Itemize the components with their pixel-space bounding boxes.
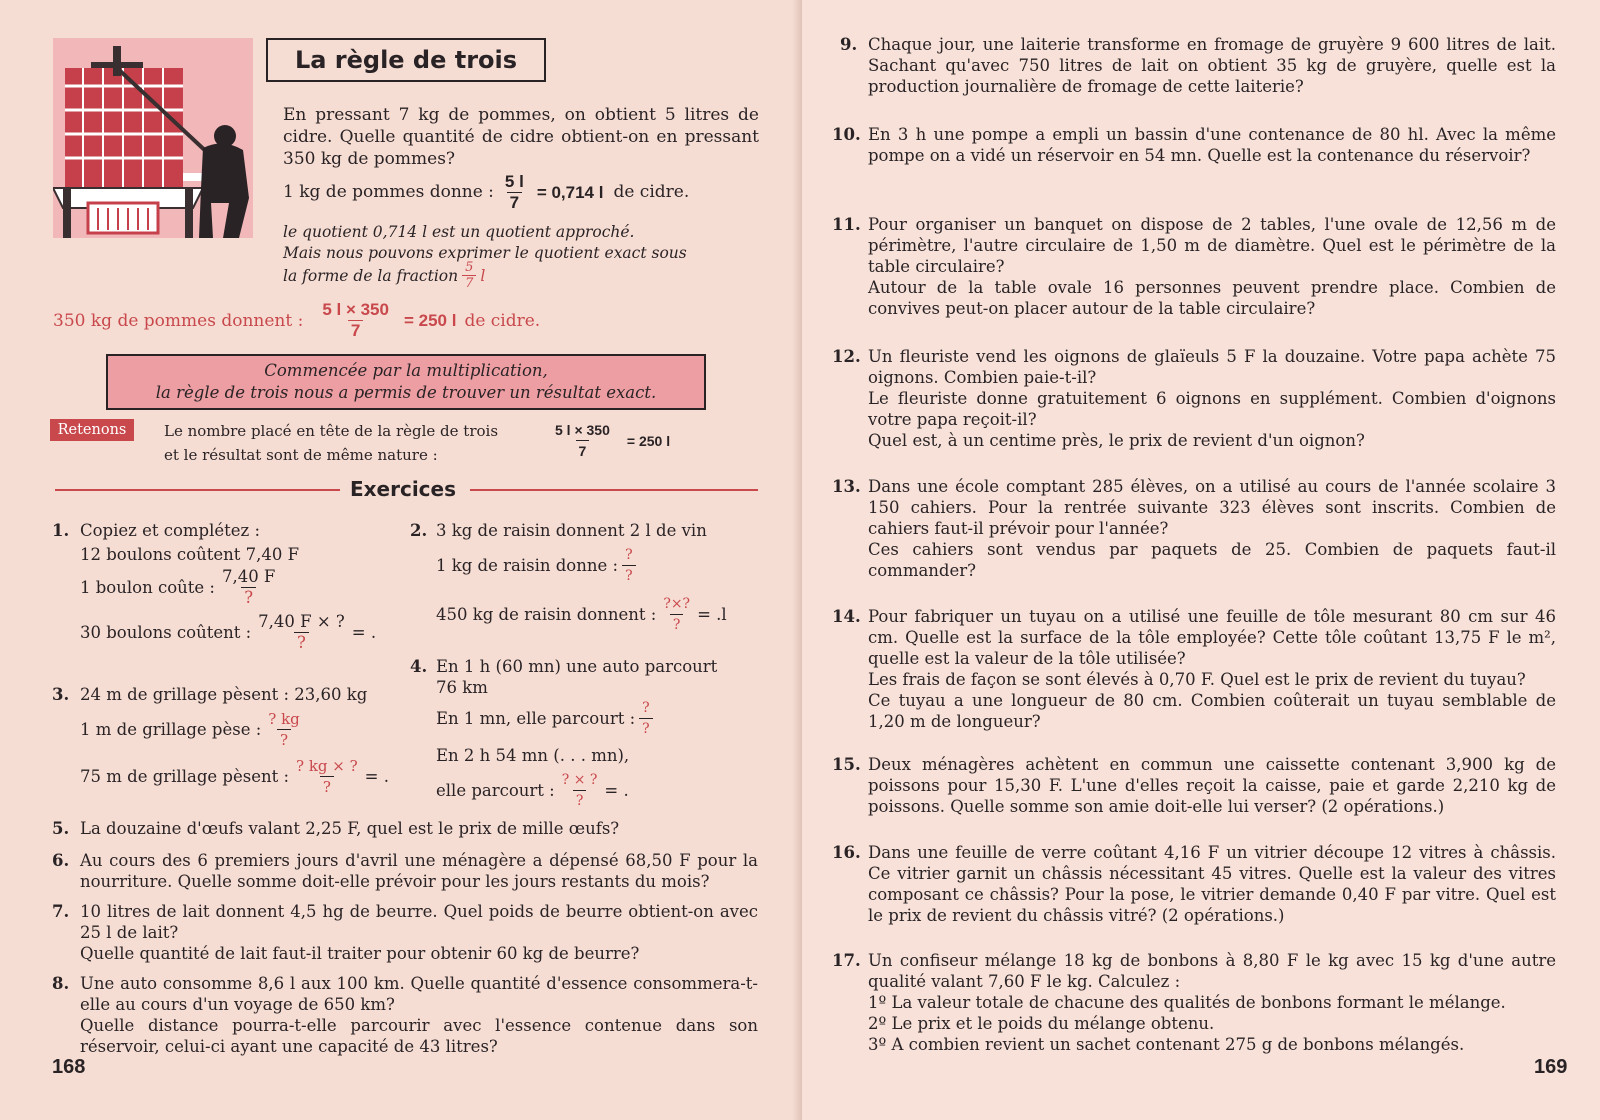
conclusion-line-1: Commencée par la multiplication, [264, 361, 548, 380]
exercise-3-number: 3. [52, 685, 70, 704]
exercise-14-text-3: Ce tuyau a une longueur de 80 cm. Combien coûterait un tuyau semblable de 1,20 m de longueur? [868, 691, 1556, 731]
exercise-10-number: 10. [832, 125, 861, 144]
exercise-14-number: 14. [832, 607, 861, 626]
retenons-formula [548, 420, 670, 461]
exercise-3-line-1: 24 m de grillage pèsent : 23,60 kg [80, 685, 368, 704]
exercise-2-line-1: 3 kg de raisin donnent 2 l de vin [436, 521, 707, 540]
main-calculation [53, 300, 773, 341]
exercise-3-fraction-2-d: ? [320, 776, 334, 797]
exercise-1-line-1: Copiez et complétez : [80, 521, 261, 540]
main-calc-tail: de cidre. [464, 310, 541, 331]
exercices-rule-left [55, 489, 340, 491]
unit-calc-result: = 0,714 l [536, 183, 604, 202]
exercices-heading: Exercices [349, 477, 457, 501]
exercise-4-line-2-text: En 1 mn, elle parcourt : [436, 709, 636, 728]
exercise-3-line-3-text: 75 m de grillage pèsent : [80, 767, 290, 786]
exercise-3-fraction-1 [265, 709, 303, 750]
lesson-title-box [266, 38, 546, 82]
page-number-left: 168 [52, 1056, 86, 1078]
exercise-3-line-2-text: 1 m de grillage pèse : [80, 720, 262, 739]
lesson-title: La règle de trois [294, 46, 518, 74]
exercise-1-line-3-text: 1 boulon coûte : [80, 578, 215, 597]
exercise-1 [52, 520, 410, 653]
exercise-8-text-2: Quelle distance pourra-t-elle parcourir avec l'essence contenue dans son réservoir, celui-ci ayant une capacité de 43 litres? [80, 1016, 758, 1056]
exercise-2-line-2-text: 1 kg de raisin donne : [436, 556, 619, 575]
exercise-1-fraction-2-n: 7,40 F × ? [258, 612, 345, 631]
exercise-4-fraction-2 [559, 770, 601, 811]
exercise-11-number: 11. [832, 215, 861, 234]
exercise-3-line-2 [80, 709, 410, 750]
exercise-5 [52, 818, 758, 839]
exercise-1-fraction-1 [219, 567, 278, 608]
exact-fraction-d: 7 [462, 275, 476, 291]
exercise-3-line-3 [80, 756, 410, 797]
exercise-2-line-3 [436, 594, 758, 635]
exercise-1-number: 1. [52, 521, 70, 540]
exercise-7-number: 7. [52, 902, 70, 921]
main-calc-denominator: 7 [348, 320, 363, 341]
exercise-16-text: Dans une feuille de verre coûtant 4,16 F un vitrier découpe 12 vitres à châssis. Ce vitrier garnit un châssis nécessitant 45 vitres. Quelle est la valeur des vitres composant ce châssis? Pour la pose, le vitrier demande 0,40 F par vitre. Quel est le prix de revient du châssis vitré? (2 opérations.) [868, 843, 1556, 925]
unit-calculation [283, 172, 759, 213]
retenons-result: = 250 l [626, 432, 671, 449]
exercise-12-text-3: Quel est, à un centime près, le prix de revient d'un oignon? [868, 431, 1365, 450]
exercise-12-text-2: Le fleuriste donne gratuitement 6 oignons en supplément. Combien d'oignons votre papa reçoit-il? [868, 389, 1556, 429]
exercise-4-line-1: En 1 h (60 mn) une auto parcourt [436, 657, 718, 676]
exercise-3-fraction-1-d: ? [277, 729, 291, 750]
exercise-14-text: Pour fabriquer un tuyau on a utilisé une feuille de tôle mesurant 80 cm sur 46 cm. Quelle est la surface de la tôle employée? Cette tôle coûtant 13,75 F le m², quelle est la valeur de la tôle utilisée? [868, 607, 1556, 668]
exercise-2-number: 2. [410, 521, 428, 540]
exercise-2 [410, 520, 758, 635]
exercise-7-text: 10 litres de lait donnent 4,5 hg de beurre. Quel poids de beurre obtient-on avec 25 l de lait? [80, 902, 758, 942]
exercise-3-result: = . [364, 767, 389, 786]
conclusion-line-2: la règle de trois nous a permis de trouver un résultat exact. [155, 383, 657, 402]
unit-calc-denominator: 7 [507, 192, 522, 213]
retenons-text-2: et le résultat sont de même nature : [164, 446, 438, 464]
exercise-4-fraction-2-d: ? [573, 790, 587, 811]
exercise-11 [832, 214, 1556, 319]
right-page [802, 0, 1600, 1120]
exercise-14-text-2: Les frais de façon se sont élevés à 0,70 F. Quel est le prix de revient du tuyau? [868, 670, 1526, 689]
exercise-10-text: En 3 h une pompe a empli un bassin d'une contenance de 80 hl. Avec la même pompe on a vidé un réservoir en 54 mn. Quelle est la contenance du réservoir? [868, 125, 1556, 165]
exercise-13 [832, 476, 1556, 581]
exercise-15-text: Deux ménagères achètent en commun une caissette contenant 3,900 kg de poissons pour 15,30 F. L'une d'elles reçoit la caisse, paie et garde 2,210 kg de poissons. Quelle somme son amie doit-elle lui verser? (2 opérations.) [868, 755, 1556, 816]
exercise-11-text-2: Autour de la table ovale 16 personnes peuvent prendre place. Combien de convives peut-on placer autour de la table circulaire? [868, 278, 1556, 318]
retenons-text-1: Le nombre placé en tête de la règle de trois [164, 422, 499, 440]
exercise-1-fraction-2 [255, 612, 348, 653]
exercise-17-item-2: 2º Le prix et le poids du mélange obtenu. [868, 1014, 1215, 1033]
exercise-10 [832, 124, 1556, 166]
exercise-7 [52, 901, 758, 964]
exercise-4-line-4-text: elle parcourt : [436, 781, 555, 800]
exercise-3-fraction-2 [293, 756, 361, 797]
main-calc-numerator: 5 l × 350 [322, 300, 389, 319]
retenons-denominator: 7 [576, 440, 590, 461]
exercise-4-line-1b: 76 km [436, 678, 488, 697]
exercise-4-fraction-2-n: ? × ? [561, 772, 598, 788]
conclusion-box [106, 354, 706, 410]
exercise-6 [52, 850, 758, 892]
exercise-16-number: 16. [832, 843, 861, 862]
exercise-1-line-4-text: 30 boulons coûtent : [80, 623, 252, 642]
exercise-7-text-2: Quelle quantité de lait faut-il traiter pour obtenir 60 kg de beurre? [80, 944, 640, 963]
exercise-12-number: 12. [832, 347, 861, 366]
exercise-11-text: Pour organiser un banquet on dispose de 2 tables, l'une ovale de 12,56 m de périmètre, l'autre circulaire de 1,50 m de diamètre. Quel est le périmètre de la table circulaire? [868, 215, 1556, 276]
exercise-4-line-2 [436, 698, 758, 739]
exercise-2-fraction-1-d: ? [622, 565, 636, 586]
exercise-17 [832, 950, 1556, 1055]
exercise-5-text: La douzaine d'œufs valant 2,25 F, quel est le prix de mille œufs? [80, 819, 620, 838]
approx-note-3 [283, 260, 759, 291]
page-number-right: 169 [1534, 1056, 1568, 1078]
exercise-4-result: = . [604, 781, 629, 800]
main-calc-text: 350 kg de pommes donnent : [53, 310, 304, 331]
exercise-15-number: 15. [832, 755, 861, 774]
exercise-15 [832, 754, 1556, 817]
exercise-4-number: 4. [410, 657, 428, 676]
exercise-12 [832, 346, 1556, 451]
exercise-1-line-2: 12 boulons coûtent 7,40 F [80, 545, 300, 564]
exercise-5-number: 5. [52, 819, 70, 838]
exercise-3 [52, 684, 410, 797]
exercices-rule-right [470, 489, 758, 491]
exercise-13-text-2: Ces cahiers sont vendus par paquets de 25. Combien de paquets faut-il commander? [868, 540, 1556, 580]
exercise-9 [840, 34, 1556, 97]
exercise-2-fraction-2-d: ? [670, 614, 684, 635]
unit-calc-text: 1 kg de pommes donne : [283, 182, 494, 202]
unit-calc-fraction [502, 172, 527, 213]
exercise-2-result: = .l [697, 605, 727, 624]
main-calc-result: = 250 l [403, 310, 457, 330]
exercise-1-result: = . [351, 623, 377, 642]
main-calc-fraction [319, 300, 392, 341]
exercise-2-fraction-1 [622, 545, 636, 586]
exercise-8-text: Une auto consomme 8,6 l aux 100 km. Quelle quantité d'essence consommera-t-elle au cours d'un voyage de 650 km? [80, 974, 758, 1014]
exercise-16 [832, 842, 1556, 926]
exact-fraction-n: 5 [465, 260, 474, 275]
approx-note-3-text: la forme de la fraction [283, 266, 459, 285]
exercise-17-item-1: 1º La valeur totale de chacune des qualités de bonbons formant le mélange. [868, 993, 1506, 1012]
approx-note-2: Mais nous pouvons exprimer le quotient exact sous [283, 244, 687, 262]
exercise-4-fraction-1-n: ? [642, 700, 650, 716]
exercise-1-fraction-2-d: ? [294, 632, 309, 653]
exercise-6-text: Au cours des 6 premiers jours d'avril une ménagère a dépensé 68,50 F pour la nourriture. Quelle somme doit-elle prévoir pour les jours restants du mois? [80, 851, 758, 891]
exercise-1-line-4 [80, 612, 410, 653]
exercise-2-fraction-1-n: ? [625, 547, 633, 563]
cider-press-illustration [53, 38, 253, 238]
exercise-8-number: 8. [52, 974, 70, 993]
exercise-12-text: Un fleuriste vend les oignons de glaïeuls 5 F la douzaine. Votre papa achète 75 oignons. Combien paie-t-il? [868, 347, 1556, 387]
exercise-3-fraction-2-n: ? kg × ? [296, 757, 358, 775]
exercise-1-line-3 [80, 567, 410, 608]
exercise-4-line-4 [436, 770, 758, 811]
exercise-4 [410, 656, 758, 811]
exercise-17-text: Un confiseur mélange 18 kg de bonbons à 8,80 F le kg avec 15 kg d'une autre qualité valant 7,60 F le kg. Calculez : [868, 951, 1556, 991]
exercise-2-line-2 [436, 545, 758, 586]
exercise-14 [832, 606, 1556, 732]
exercise-6-number: 6. [52, 851, 70, 870]
approx-note-1: le quotient 0,714 l est un quotient approché. [283, 223, 635, 241]
exercise-2-fraction-2-n: ?×? [663, 596, 691, 612]
exact-fraction [462, 260, 476, 291]
retenons-fraction [552, 420, 613, 461]
exercise-9-number: 9. [840, 35, 858, 54]
exercise-1-fraction-1-n: 7,40 F [221, 567, 276, 586]
exercise-3-fraction-1-n: ? kg [268, 710, 300, 728]
retenons-numerator: 5 l × 350 [555, 422, 610, 438]
exercise-13-number: 13. [832, 477, 861, 496]
exercise-17-number: 17. [832, 951, 861, 970]
exercise-4-fraction-1 [639, 698, 653, 739]
exercise-1-fraction-1-d: ? [241, 587, 256, 608]
exact-fraction-unit: l [480, 266, 486, 285]
retenons-badge: Retenons [50, 419, 134, 441]
exercise-9-text: Chaque jour, une laiterie transforme en fromage de gruyère 9 600 litres de lait. Sachant qu'avec 750 litres de lait on obtient 35 kg de gruyère, quelle est la production journalière de fromage de cette laiterie? [868, 35, 1556, 96]
exercise-4-fraction-1-d: ? [639, 718, 653, 739]
exercise-8 [52, 973, 758, 1057]
exercise-2-line-3-text: 450 kg de raisin donnent : [436, 605, 657, 624]
intro-problem: En pressant 7 kg de pommes, on obtient 5 litres de cidre. Quelle quantité de cidre obtient-on en pressant 350 kg de pommes? [283, 105, 759, 169]
exercise-13-text: Dans une école comptant 285 élèves, on a utilisé au cours de l'année scolaire 3 150 cahiers. Pour la rentrée suivante 323 élèves sont inscrits. Combien de cahiers faut-il prévoir pour l'année? [868, 477, 1556, 538]
unit-calc-tail: de cidre. [613, 182, 690, 202]
exercise-4-line-3: En 2 h 54 mn (. . . mn), [436, 746, 630, 765]
exercise-17-item-3: 3º A combien revient un sachet contenant 275 g de bonbons mélangés. [868, 1035, 1465, 1054]
unit-calc-numerator: 5 l [504, 172, 524, 191]
exercise-2-fraction-2 [660, 594, 693, 635]
